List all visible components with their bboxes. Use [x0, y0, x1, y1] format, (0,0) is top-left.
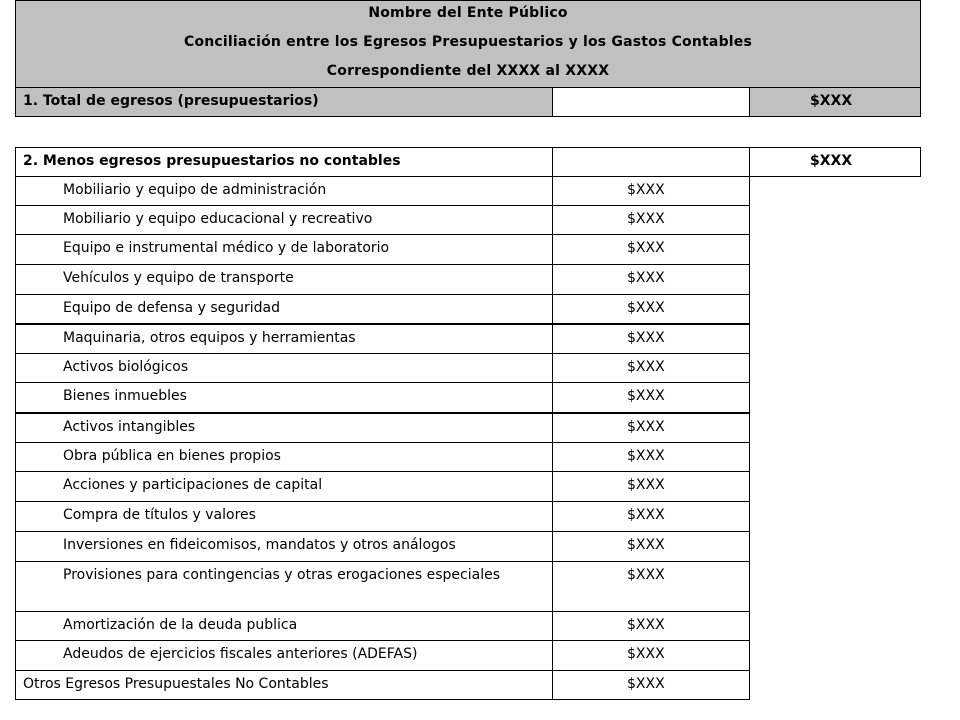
table-row-amount: $XXX	[552, 294, 750, 324]
table-row-label: Vehículos y equipo de transporte	[15, 264, 553, 295]
report-header	[15, 0, 921, 88]
table-row-label: Bienes inmuebles	[15, 382, 553, 413]
table-row-label: Adeudos de ejercicios fiscales anteriores (ADEFAS)	[15, 640, 553, 671]
table-row-amount: $XXX	[552, 264, 750, 295]
table-row-amount: $XXX	[552, 531, 750, 562]
total-egresos-middle	[552, 87, 750, 117]
table-row-label: Mobiliario y equipo de administración	[15, 176, 553, 206]
table-row-label: Inversiones en fideicomisos, mandatos y otros análogos	[15, 531, 553, 562]
table-row-amount: $XXX	[552, 353, 750, 383]
menos-egresos-middle	[552, 147, 750, 177]
table-row-label: Compra de títulos y valores	[15, 501, 553, 532]
entity-name: Nombre del Ente Público	[368, 5, 568, 21]
table-row-amount: $XXX	[552, 323, 750, 354]
total-egresos-label: 1. Total de egresos (presupuestarios)	[15, 87, 553, 117]
menos-egresos-label: 2. Menos egresos presupuestarios no contables	[15, 147, 553, 177]
table-row-amount: $XXX	[552, 176, 750, 206]
table-row-label: Provisiones para contingencias y otras erogaciones especiales	[15, 561, 553, 612]
table-row-label: Amortización de la deuda publica	[15, 611, 553, 641]
table-row-label: Acciones y participaciones de capital	[15, 471, 553, 502]
table-row-label: Activos biológicos	[15, 353, 553, 383]
report-period: Correspondiente del XXXX al XXXX	[326, 63, 610, 79]
table-row-label: Mobiliario y equipo educacional y recreativo	[15, 205, 553, 235]
table-row-amount: $XXX	[552, 561, 750, 612]
table-row-amount: $XXX	[552, 205, 750, 235]
table-row-amount: $XXX	[552, 501, 750, 532]
table-row-label: Equipo de defensa y seguridad	[15, 294, 553, 324]
table-row-label: Equipo e instrumental médico y de laboratorio	[15, 234, 553, 265]
total-egresos-amount: $XXX	[749, 87, 921, 117]
table-row-amount: $XXX	[552, 412, 750, 443]
table-row-label: Activos intangibles	[15, 412, 553, 443]
report-title: Conciliación entre los Egresos Presupuestarios y los Gastos Contables	[183, 34, 753, 50]
table-row-amount: $XXX	[552, 442, 750, 472]
table-row-label: Maquinaria, otros equipos y herramientas	[15, 323, 553, 354]
menos-egresos-amount: $XXX	[749, 147, 921, 177]
table-row-amount: $XXX	[552, 611, 750, 641]
otros-egresos-label: Otros Egresos Presupuestales No Contables	[15, 670, 553, 700]
otros-egresos-amount: $XXX	[552, 670, 750, 700]
table-row-amount: $XXX	[552, 382, 750, 413]
table-row-amount: $XXX	[552, 640, 750, 671]
table-row-label: Obra pública en bienes propios	[15, 442, 553, 472]
table-row-amount: $XXX	[552, 234, 750, 265]
table-row-amount: $XXX	[552, 471, 750, 502]
